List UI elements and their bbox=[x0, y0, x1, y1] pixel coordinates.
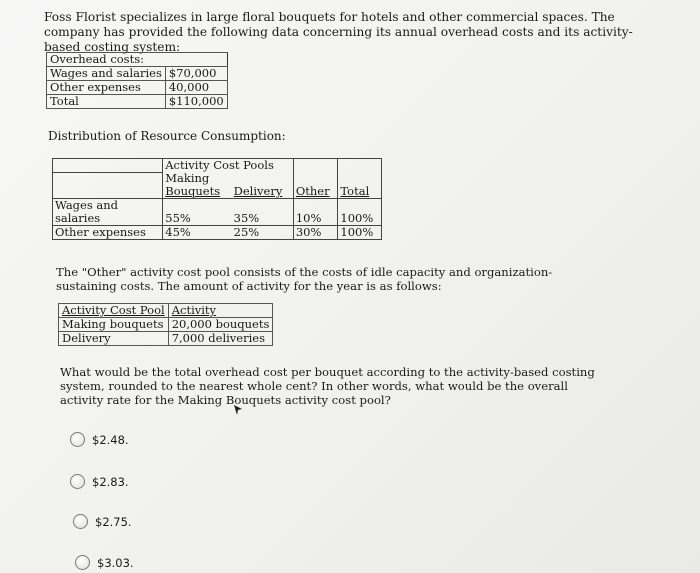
distribution-table bbox=[52, 158, 382, 240]
activity-cost-pools-header: Activity Cost Pools bbox=[163, 159, 294, 173]
pool-name: Making bouquets bbox=[59, 318, 169, 332]
header-pool: Activity Cost Pool bbox=[59, 304, 169, 318]
option-label: $3.03. bbox=[97, 555, 134, 570]
row-label: salaries bbox=[53, 212, 163, 226]
option-label: $2.83. bbox=[92, 474, 129, 489]
pool-name: Delivery bbox=[59, 332, 169, 346]
option-label: $2.75. bbox=[95, 514, 132, 529]
answer-option-4[interactable] bbox=[75, 555, 134, 570]
table-row bbox=[53, 199, 382, 213]
cell-value: 55% bbox=[163, 212, 232, 226]
overhead-costs-table bbox=[46, 52, 228, 109]
cell-value: 35% bbox=[232, 212, 294, 226]
cell-value: 25% bbox=[233, 225, 260, 239]
table-row bbox=[53, 212, 382, 226]
table-row bbox=[47, 95, 228, 109]
table-row bbox=[47, 67, 228, 81]
cell-value: 30% bbox=[293, 226, 338, 240]
overhead-label: Total bbox=[47, 95, 166, 109]
row-label: Wages and bbox=[55, 198, 119, 212]
col-other: Other bbox=[293, 185, 338, 199]
radio-button[interactable] bbox=[73, 514, 88, 529]
overhead-label: Wages and salaries bbox=[47, 67, 166, 81]
table-row bbox=[59, 318, 273, 332]
overhead-title: Overhead costs: bbox=[47, 53, 228, 67]
table-row bbox=[47, 81, 228, 95]
radio-button[interactable] bbox=[70, 432, 85, 447]
option-label: $2.48. bbox=[92, 432, 129, 447]
activity-table bbox=[58, 303, 273, 346]
other-pool-description: The "Other" activity cost pool consists of the costs of idle capacity and organization-sustaining costs. The amount of activity for the year is as follows: bbox=[56, 265, 553, 293]
radio-button[interactable] bbox=[70, 474, 85, 489]
col-delivery: Delivery bbox=[232, 185, 294, 199]
overhead-value: 40,000 bbox=[165, 81, 227, 95]
cell-value: 100% bbox=[338, 212, 382, 226]
radio-button[interactable] bbox=[75, 555, 90, 570]
problem-intro: Foss Florist specializes in large floral bouquets for hotels and other commercial spaces. The company has provided the following data concerning its annual overhead costs and its activity-based costing system: bbox=[44, 10, 633, 54]
distribution-heading: Distribution of Resource Consumption: bbox=[48, 129, 286, 143]
table-header-row bbox=[59, 304, 273, 318]
cell-value: 10% bbox=[293, 212, 338, 226]
header-activity: Activity bbox=[168, 304, 273, 318]
mouse-cursor-icon bbox=[233, 404, 243, 416]
row-label: Other expenses bbox=[55, 225, 146, 239]
col-making-2: Bouquets bbox=[163, 185, 232, 199]
overhead-value: $110,000 bbox=[165, 95, 227, 109]
overhead-label: Other expenses bbox=[47, 81, 166, 95]
activity-amount: 7,000 deliveries bbox=[168, 332, 273, 346]
overhead-value: $70,000 bbox=[165, 67, 227, 81]
answer-option-3[interactable] bbox=[73, 514, 132, 529]
col-total: Total bbox=[338, 185, 382, 199]
cell-value: 45% bbox=[163, 226, 232, 240]
col-making-1: Making bbox=[163, 172, 232, 185]
cell-value: 100% bbox=[338, 226, 382, 240]
table-row bbox=[59, 332, 273, 346]
answer-option-1[interactable] bbox=[70, 432, 129, 447]
activity-amount: 20,000 bouquets bbox=[168, 318, 273, 332]
answer-option-2[interactable] bbox=[70, 474, 129, 489]
table-row bbox=[53, 226, 382, 240]
question-text: What would be the total overhead cost per bouquet according to the activity-based costing system, rounded to the nearest whole cent? In other words, what would be the overall activity rate for the Making Bouquets activity cost pool? bbox=[60, 365, 595, 407]
